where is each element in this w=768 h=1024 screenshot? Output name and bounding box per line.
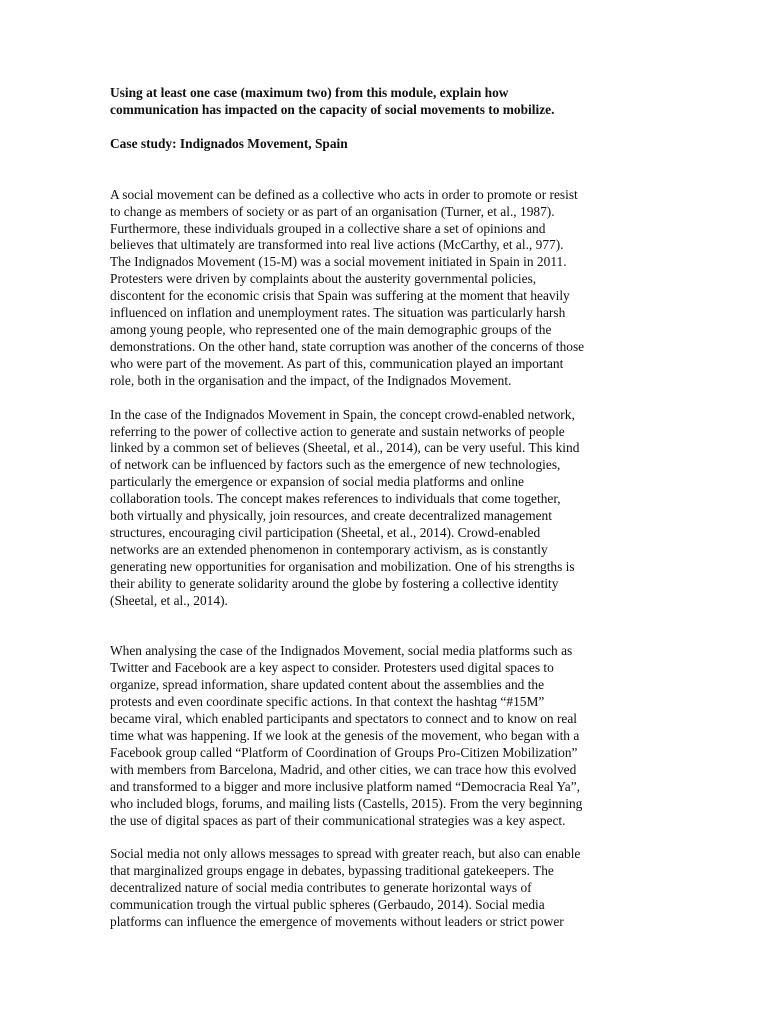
paragraph-line: A social movement can be defined as a collective who acts in order to promote or resist (110, 186, 578, 202)
paragraph-line: (Sheetal, et al., 2014). (110, 592, 228, 608)
paragraph-line: In the case of the Indignados Movement in Spain, the concept crowd-enabled network, (110, 406, 575, 422)
document-body (110, 85, 662, 931)
paragraph-line: of network can be influenced by factors such as the emergence of new technologies, (110, 457, 561, 473)
paragraph-line: organize, spread information, share updated content about the assemblies and the (110, 677, 545, 693)
paragraph-line: influenced on inflation and unemployment rates. The situation was particularly harsh (110, 305, 566, 321)
paragraph-line: Twitter and Facebook are a key aspect to consider. Protesters used digital spaces to (110, 660, 554, 676)
paragraph-line: and transformed to a bigger and more inclusive platform named “Democracia Real Ya”, (110, 778, 580, 794)
paragraph-line: Protesters were driven by complaints about the austerity governmental policies, (110, 271, 537, 287)
paragraph-line: Facebook group called “Platform of Coordination of Groups Pro-Citizen Mobilization” (110, 744, 578, 760)
paragraph-line: that marginalized groups engage in debates, bypassing traditional gatekeepers. The (110, 863, 554, 879)
paragraph-line: role, both in the organisation and the impact, of the Indignados Movement. (110, 372, 512, 388)
paragraph-line: among young people, who represented one of the main demographic groups of the (110, 321, 552, 337)
paragraph-line: to change as members of society or as part of an organisation (Turner, et al., 1987). (110, 203, 555, 219)
paragraph-line: platforms can influence the emergence of movements without leaders or strict power (110, 914, 564, 930)
paragraph-line: demonstrations. On the other hand, state corruption was another of the concerns of those (110, 338, 585, 354)
paragraph-line: The Indignados Movement (15-M) was a social movement initiated in Spain in 2011. (110, 254, 567, 270)
paragraph-line: particularly the emergence or expansion of social media platforms and online (110, 474, 524, 490)
paragraph-line: became viral, which enabled participants and spectators to connect and to know on real (110, 711, 578, 727)
paragraph-line: When analysing the case of the Indignados Movement, social media platforms such as (110, 643, 573, 659)
paragraph-line: protests and even coordinate specific actions. In that context the hashtag “#15M” (110, 694, 545, 710)
paragraph-line: discontent for the economic crisis that Spain was suffering at the moment that heavily (110, 288, 570, 304)
paragraph-2 (110, 407, 662, 610)
paragraph-1 (110, 187, 662, 390)
paragraph-line: believes that ultimately are transformed into real live actions (McCarthy, et al., 977). (110, 237, 564, 253)
case-study-title: Case study: Indignados Movement, Spain (110, 135, 348, 151)
paragraph-line: the use of digital spaces as part of their communicational strategies was a key aspect. (110, 812, 566, 828)
paragraph-line: linked by a common set of believes (Sheetal, et al., 2014), can be very useful. This kind (110, 440, 580, 456)
question-line: communication has impacted on the capacity of social movements to mobilize. (110, 101, 555, 117)
paragraph-line: communication trough the virtual public spheres (Gerbaudo, 2014). Social media (110, 897, 545, 913)
paragraph-line: generating new opportunities for organisation and mobilization. One of his strengths is (110, 558, 575, 574)
paragraph-4 (110, 846, 662, 931)
paragraph-line: time what was happening. If we look at the genesis of the movement, who began with a (110, 728, 580, 743)
paragraph-line: who were part of the movement. As part of this, communication played an important (110, 355, 564, 371)
paragraph-line: both virtually and physically, join resources, and create decentralized management (110, 508, 552, 524)
paragraph-line: Social media not only allows messages to spread with greater reach, but also can enable (110, 846, 581, 862)
paragraph-line: decentralized nature of social media contributes to generate horizontal ways of (110, 880, 532, 896)
paragraph-line: networks are an extended phenomenon in contemporary activism, as is constantly (110, 541, 548, 557)
paragraph-line: Furthermore, these individuals grouped in a collective share a set of opinions and (110, 220, 546, 236)
paragraph-3 (110, 643, 662, 829)
paragraph-line: structures, encouraging civil participation (Sheetal, et al., 2014). Crowd-enabled (110, 524, 541, 540)
essay-question (110, 85, 662, 119)
paragraph-line: their ability to generate solidarity around the globe by fostering a collective identity (110, 575, 559, 591)
paragraph-line: with members from Barcelona, Madrid, and other cities, we can trace how this evolved (110, 761, 577, 777)
paragraph-line: who included blogs, forums, and mailing lists (Castells, 2015). From the very beginning (110, 795, 583, 811)
question-line: Using at least one case (maximum two) from this module, explain how (110, 85, 509, 100)
paragraph-line: referring to the power of collective action to generate and sustain networks of people (110, 423, 565, 439)
paragraph-line: collaboration tools. The concept makes references to individuals that come together, (110, 491, 561, 507)
